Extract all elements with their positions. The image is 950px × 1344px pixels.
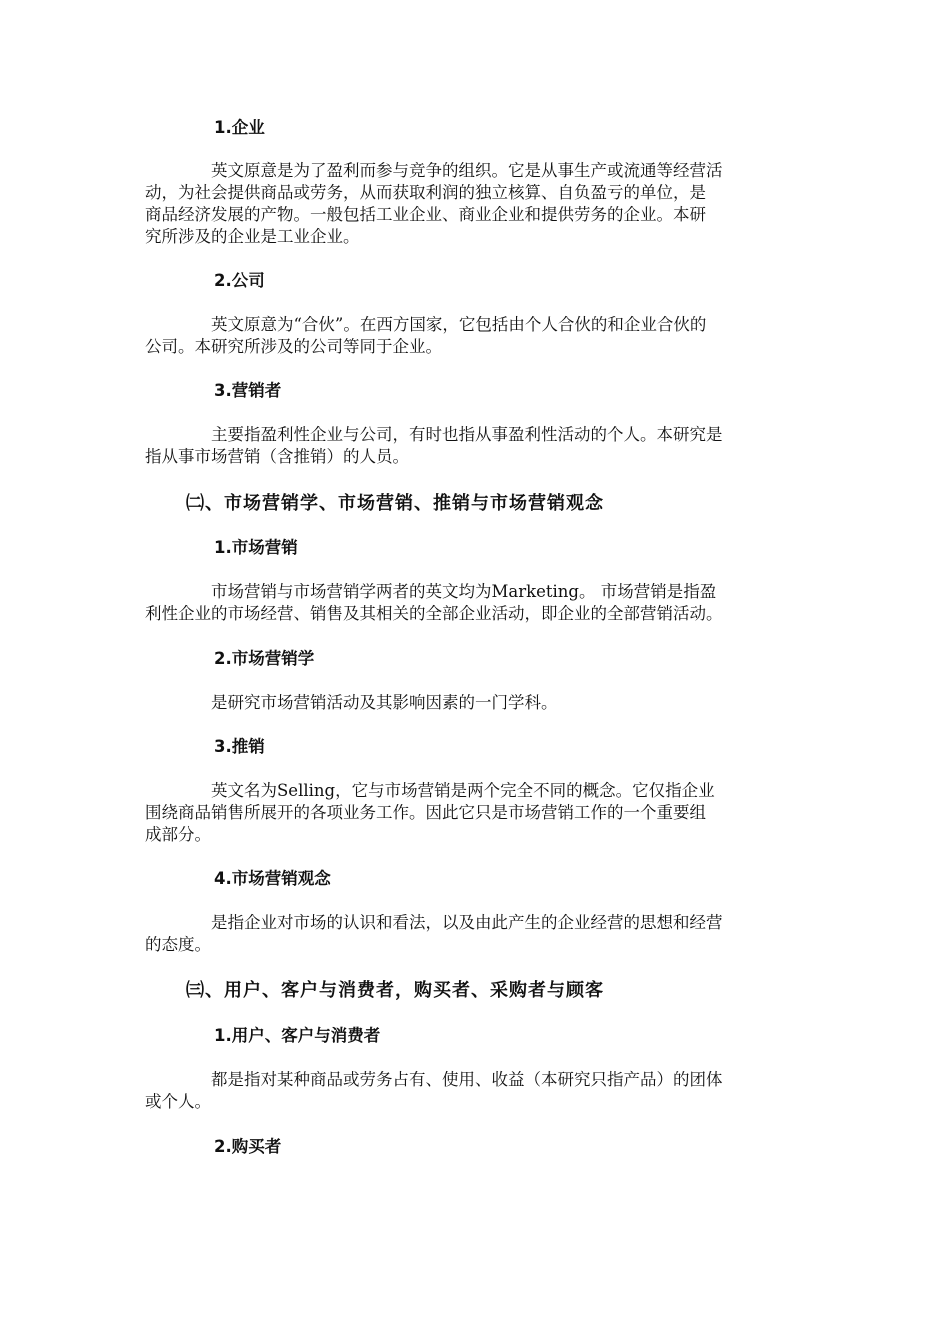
- section-heading-users: 1.用户、客户与消费者: [214, 1026, 381, 1045]
- paragraph-line: 利性企业的市场经营、销售及其相关的全部企业活动，即企业的全部营销活动。: [145, 604, 723, 623]
- paragraph-line: 英文名为Selling，它与市场营销是两个完全不同的概念。它仅指企业: [211, 781, 715, 800]
- paragraph-company: [145, 314, 810, 358]
- section-heading-marketing: 1.市场营销: [214, 538, 298, 557]
- section-heading-enterprise: 1.企业: [214, 118, 265, 137]
- paragraph-line: 英文原意是为了盈利而参与竞争的组织。它是从事生产或流通等经营活: [211, 161, 723, 180]
- paragraph-enterprise: [145, 160, 810, 248]
- paragraph-line: 指从事市场营销（含推销）的人员。: [145, 447, 409, 466]
- paragraph-line: 的态度。: [145, 935, 211, 954]
- paragraph-marketing-science: [145, 692, 810, 714]
- section-heading-company: 2.公司: [214, 271, 265, 290]
- section-heading-selling: 3.推销: [214, 737, 265, 756]
- paragraph-line: 公司。本研究所涉及的公司等同于企业。: [145, 337, 442, 356]
- paragraph-marketing-concept: [145, 912, 810, 956]
- paragraph-line: 主要指盈利性企业与公司，有时也指从事盈利性活动的个人。本研究是: [211, 425, 723, 444]
- chapter-heading-marketing-concepts: ㈡、市场营销学、市场营销、推销与市场营销观念: [186, 493, 604, 514]
- paragraph-line: 或个人。: [145, 1092, 211, 1111]
- paragraph-line: 成部分。: [145, 825, 211, 844]
- paragraph-line: 围绕商品销售所展开的各项业务工作。因此它只是市场营销工作的一个重要组: [145, 803, 706, 822]
- paragraph-line: 动，为社会提供商品或劳务，从而获取利润的独立核算、自负盈亏的单位，是: [145, 183, 706, 202]
- section-heading-marketing-science: 2.市场营销学: [214, 649, 315, 668]
- paragraph-line: 都是指对某种商品或劳务占有、使用、收益（本研究只指产品）的团体: [211, 1070, 723, 1089]
- paragraph-marketing: [145, 581, 810, 625]
- paragraph-marketer: [145, 424, 810, 468]
- section-heading-marketer: 3.营销者: [214, 381, 282, 400]
- paragraph-line: 商品经济发展的产物。一般包括工业企业、商业企业和提供劳务的企业。本研: [145, 205, 706, 224]
- chapter-heading-users-buyers: ㈢、用户、客户与消费者，购买者、采购者与顾客: [186, 980, 604, 1001]
- section-heading-buyer: 2.购买者: [214, 1137, 282, 1156]
- paragraph-line: 市场营销与市场营销学两者的英文均为Marketing。 市场营销是指盈: [211, 582, 717, 601]
- section-heading-marketing-concept: 4.市场营销观念: [214, 869, 331, 888]
- paragraph-line: 究所涉及的企业是工业企业。: [145, 227, 360, 246]
- paragraph-line: 英文原意为“合伙”。在西方国家，它包括由个人合伙的和企业合伙的: [211, 315, 707, 334]
- paragraph-line: 是研究市场营销活动及其影响因素的一门学科。: [211, 693, 558, 712]
- paragraph-selling: [145, 780, 810, 846]
- paragraph-line: 是指企业对市场的认识和看法，以及由此产生的企业经营的思想和经营: [211, 913, 723, 932]
- paragraph-users: [145, 1069, 810, 1113]
